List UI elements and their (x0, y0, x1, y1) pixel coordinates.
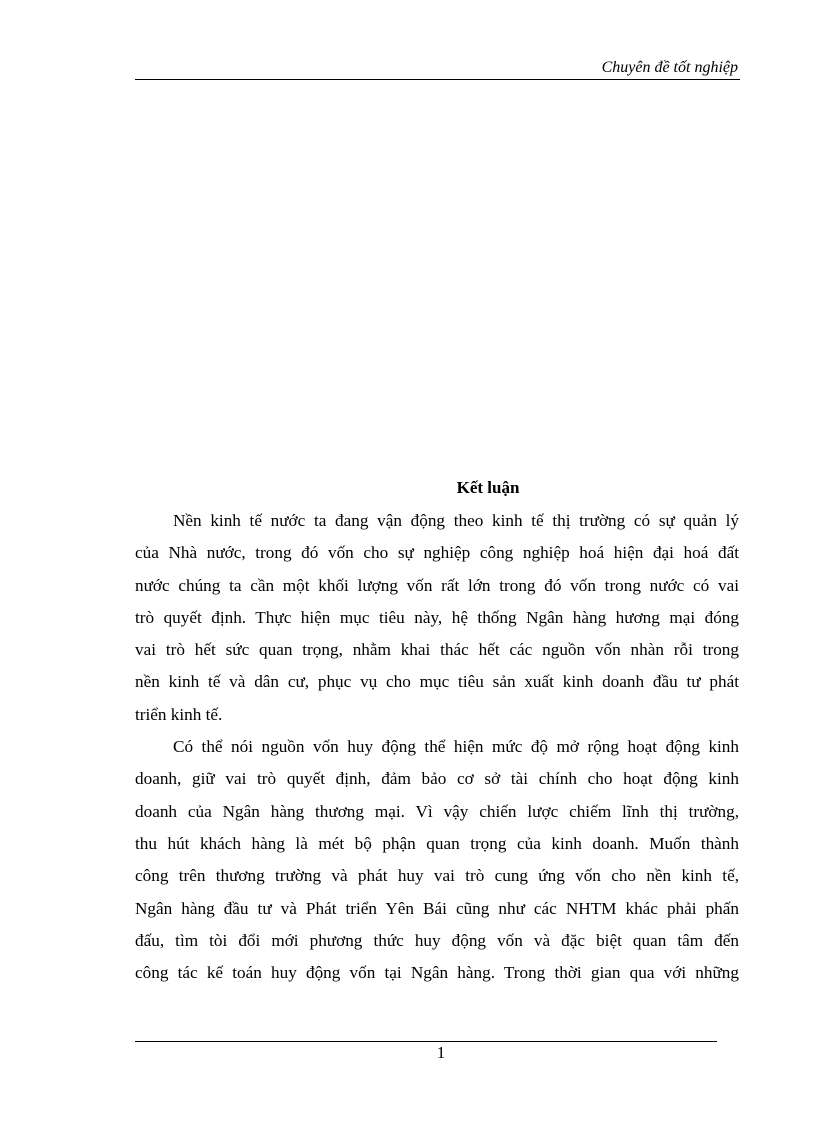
page-number: 1 (436, 1043, 446, 1062)
paragraph-1-line-6: nền kinh tế và dân cư, phục vụ cho mục tiêu sản xuất kinh doanh đầu tư phát (135, 672, 739, 692)
paragraph-2-line-4: thu hút khách hàng là mét bộ phận quan trọng của kinh doanh. Muốn thành (135, 833, 739, 853)
paragraph-2-line-3: doanh của Ngân hàng thương mại. Vì vậy chiến lược chiếm lĩnh thị trường, (135, 801, 739, 821)
paragraph-2-line-6: Ngân hàng đầu tư và Phát triển Yên Bái cũng như các NHTM khác phải phấn (135, 898, 739, 918)
paragraph-2-line-7: đấu, tìm tòi đổi mới phương thức huy động vốn và đặc biệt quan tâm đến (135, 930, 739, 950)
paragraph-2-line-8: công tác kế toán huy động vốn tại Ngân hàng. Trong thời gian qua với những (135, 963, 739, 983)
paragraph-1-line-7: triển kinh tế. (135, 704, 223, 724)
paragraph-2-line-2: doanh, giữ vai trò quyết định, đảm bảo cơ sở tài chính cho hoạt động kinh (135, 769, 739, 789)
header-rule (135, 79, 740, 80)
footer-rule (135, 1041, 717, 1042)
paragraph-1-line-5: vai trò hết sức quan trọng, nhằm khai thác hết các nguồn vốn nhàn rỗi trong (135, 640, 739, 660)
running-header: Chuyên đề tốt nghiệp (601, 59, 738, 76)
paragraph-2-line-1: Có thể nói nguồn vốn huy động thể hiện mức độ mở rộng hoạt động kinh (173, 737, 739, 757)
paragraph-1-line-3: nước chúng ta cần một khối lượng vốn rất lớn trong đó vốn trong nước có vai (135, 575, 739, 595)
paragraph-1-line-4: trò quyết định. Thực hiện mục tiêu này, hệ thống Ngân hàng hương mại đóng (135, 607, 739, 627)
paragraph-2-line-5: công trên thương trường và phát huy vai trò cung ứng vốn cho nền kinh tế, (135, 866, 739, 886)
body-text (135, 507, 739, 991)
section-heading: Kết luận (456, 478, 520, 497)
paragraph-1-line-1: Nền kinh tế nước ta đang vận động theo kinh tế thị trường có sự quản lý (173, 511, 739, 530)
paragraph-1-line-2: của Nhà nước, trong đó vốn cho sự nghiệp công nghiệp hoá hiện đại hoá đất (135, 543, 739, 563)
